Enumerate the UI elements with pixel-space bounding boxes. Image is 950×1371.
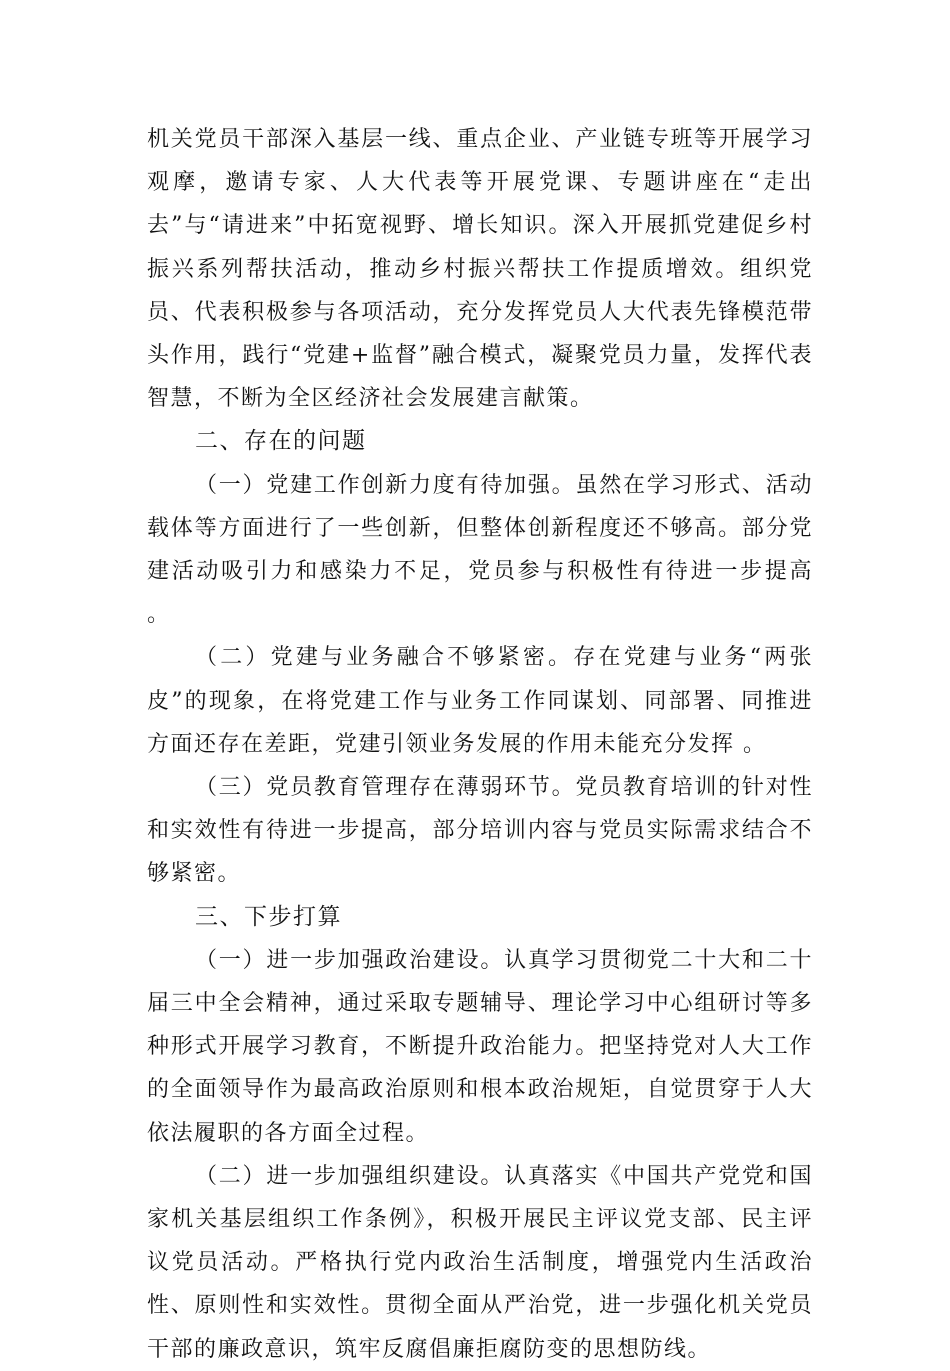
problem-1-lead: （一）党建工作创新力度有待加强。 <box>195 472 576 498</box>
plan-1-lead: （一）进一步加强政治建设。 <box>195 947 505 973</box>
problem-2-lead: （二）党建与业务融合不够紧密。 <box>195 645 574 671</box>
document-body <box>147 118 813 1371</box>
plan-paragraph-2 <box>147 1155 813 1371</box>
problem-paragraph-3 <box>147 766 813 896</box>
intro-paragraph: 机关党员干部深入基层一线、重点企业、产业链专班等开展学习观摩，邀请专家、人大代表等开展党课、专题讲座在“走出去”与“请进来”中拓宽视野、增长知识。深入开展抓党建促乡村振兴系列帮扶活动，推动乡村振兴帮扶工作提质增效。组织党员、代表积极参与各项活动，充分发挥党员人大代表先锋模范带头作用，践行“党建+监督”融合模式，凝聚党员力量，发挥代表智慧，不断为全区经济社会发展建言献策。 <box>147 127 813 412</box>
plan-2-lead: （二）进一步加强组织建设。 <box>195 1163 505 1189</box>
problem-1-body: 虽然在学习形式、活动载体等方面进行了一些创新，但整体创新程度还不够高。部分党建活动吸引力和感染力不足，党员参与积极性有待进一步提高 。 <box>147 472 813 628</box>
plan-1-body: 认真学习贯彻党二十大和二十届三中全会精神，通过采取专题辅导、理论学习中心组研讨等多种形式开展学习教育，不断提升政治能力。把坚持党对人大工作的全面领导作为最高政治原则和根本政治规矩，自觉贯穿于人大依法履职的各方面全过程。 <box>147 947 813 1146</box>
problem-3-lead: （三）党员教育管理存在薄弱环节。 <box>195 775 576 801</box>
problem-paragraph-2 <box>147 636 813 766</box>
problem-paragraph-1 <box>147 464 813 637</box>
plan-2-body: 认真落实《中国共产党党和国家机关基层组织工作条例》，积极开展民主评议党支部、民主评议党员活动。严格执行党内政治生活制度，增强党内生活政治性、原则性和实效性。贯彻全面从严治党，进一步强化机关党员干部的廉政意识，筑牢反腐倡廉拒腐防变的思想防线。 <box>147 1163 813 1362</box>
section-heading-problems: 二、存在的问题 <box>195 428 367 455</box>
plan-paragraph-1 <box>147 939 813 1155</box>
section-heading-next-steps: 三、下步打算 <box>195 903 342 930</box>
problem-3-body: 党员教育培训的针对性和实效性有待进一步提高，部分培训内容与党员实际需求结合不够紧密。 <box>147 775 813 887</box>
problem-2-body: 存在党建与业务“两张皮”的现象，在将党建工作与业务工作同谋划、同部署、同推进方面还存在差距，党建引领业务发展的作用未能充分发挥 。 <box>147 645 813 757</box>
